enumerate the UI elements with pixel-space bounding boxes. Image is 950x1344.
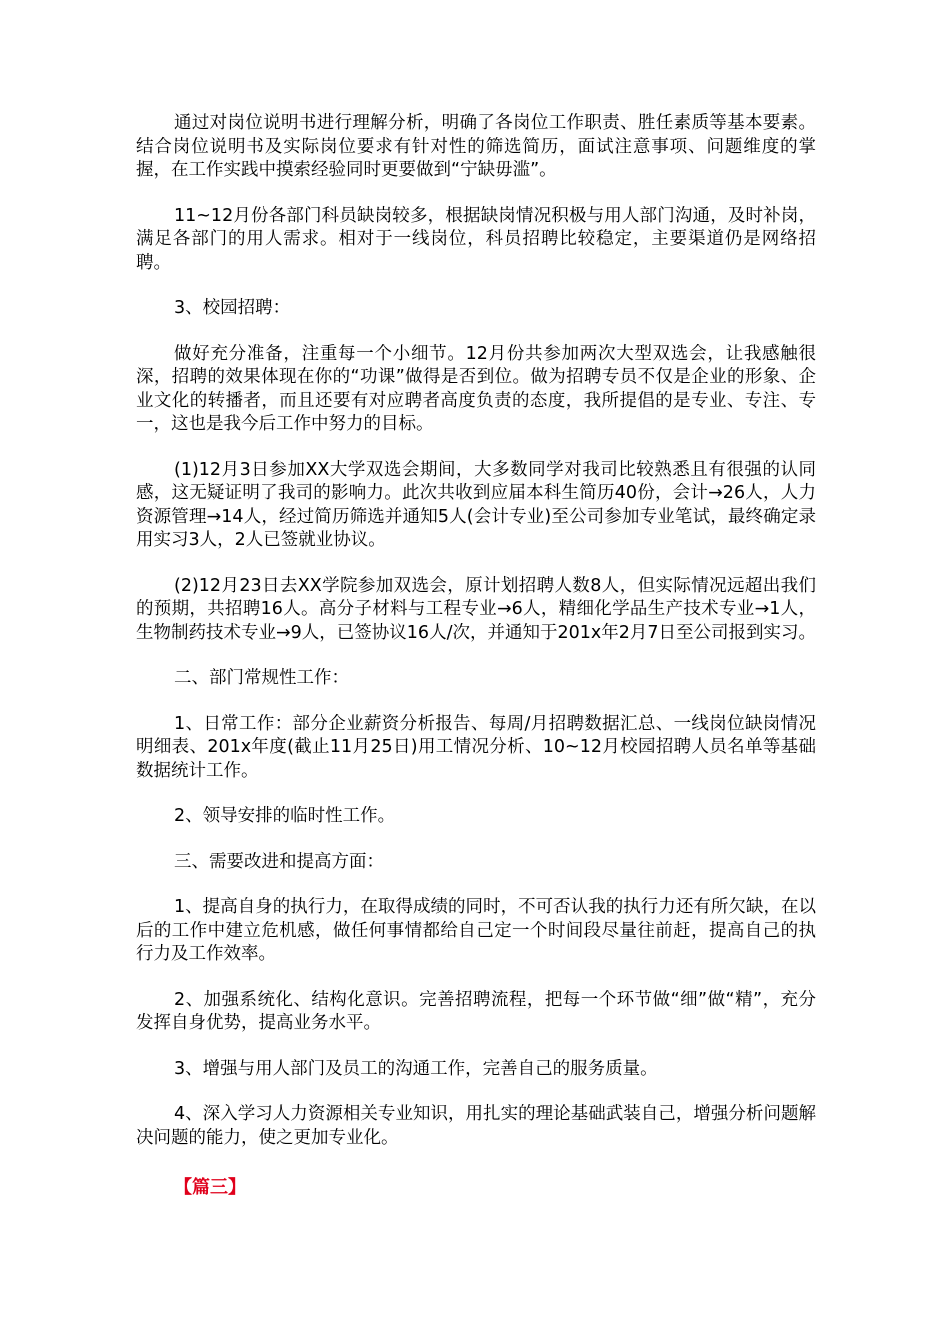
paragraph-daily-work: 1、日常工作：部分企业薪资分析报告、每周/月招聘数据汇总、一线岗位缺岗情况明细表、201x年度(截止11月25日)用工情况分析、10~12月校园招聘人员名单等基础数据统计工作。 (136, 713, 816, 781)
section-marker-part-three: 【篇三】 (174, 1177, 246, 1198)
paragraph-campus-preparation: 做好充分准备，注重每一个小细节。12月份共参加两次大型双选会，让我感触很深，招聘的效果体现在你的“功课”做得是否到位。做为招聘专员不仅是企业的形象、企业文化的转播者，而且还要有对应聘者高度负责的态度，我所提倡的是专业、专注、专一，这也是我今后工作中努力的目标。 (136, 343, 816, 434)
paragraph-college-fair: (2)12月23日去XX学院参加双选会，原计划招聘人数8人，但实际情况远超出我们的预期，共招聘16人。高分子材料与工程专业→6人，精细化学品生产技术专业→1人，生物制药技术专业→9人，已签协议16人/次，并通知于201x年2月7日至公司报到实习。 (136, 575, 816, 643)
paragraph-improve-execution: 1、提高自身的执行力，在取得成绩的同时，不可否认我的执行力还有所欠缺，在以后的工作中建立危机感，做任何事情都给自己定一个时间段尽量往前赶，提高自己的执行力及工作效率。 (136, 897, 816, 964)
heading-improvements: 三、需要改进和提高方面： (174, 851, 384, 872)
paragraph-communication: 3、增强与用人部门及员工的沟通工作，完善自己的服务质量。 (174, 1058, 658, 1079)
heading-routine-work: 二、部门常规性工作： (174, 668, 349, 688)
paragraph-professional-study: 4、深入学习人力资源相关专业知识，用扎实的理论基础武装自己，增强分析问题解决问题的能力，使之更加专业化。 (136, 1104, 816, 1148)
paragraph-staff-vacancies: 11~12月份各部门科员缺岗较多，根据缺岗情况积极与用人部门沟通，及时补岗，满足各部门的用人需求。相对于一线岗位，科员招聘比较稳定，主要渠道仍是网络招聘。 (136, 205, 816, 273)
paragraph-temporary-work: 2、领导安排的临时性工作。 (174, 806, 396, 826)
paragraph-systematic-awareness: 2、加强系统化、结构化意识。完善招聘流程，把每一个环节做“细”做“精”，充分发挥自身优势，提高业务水平。 (136, 989, 816, 1033)
paragraph-university-fair: (1)12月3日参加XX大学双选会期间，大多数同学对我司比较熟悉且有很强的认同感，这无疑证明了我司的影响力。此次共收到应届本科生简历40份，会计→26人，人力资源管理→14人，经过简历筛选并通知5人(会计专业)至公司参加专业笔试，最终确定录用实习3人，2人已签就业协议。 (136, 459, 816, 550)
document-page (136, 112, 816, 1200)
heading-campus-recruitment: 3、校园招聘： (174, 298, 291, 318)
paragraph-job-description: 通过对岗位说明书进行理解分析，明确了各岗位工作职责、胜任素质等基本要素。结合岗位说明书及实际岗位要求有针对性的筛选简历，面试注意事项、问题维度的掌握，在工作实践中摸索经验同时更要做到“宁缺毋滥”。 (136, 113, 816, 180)
